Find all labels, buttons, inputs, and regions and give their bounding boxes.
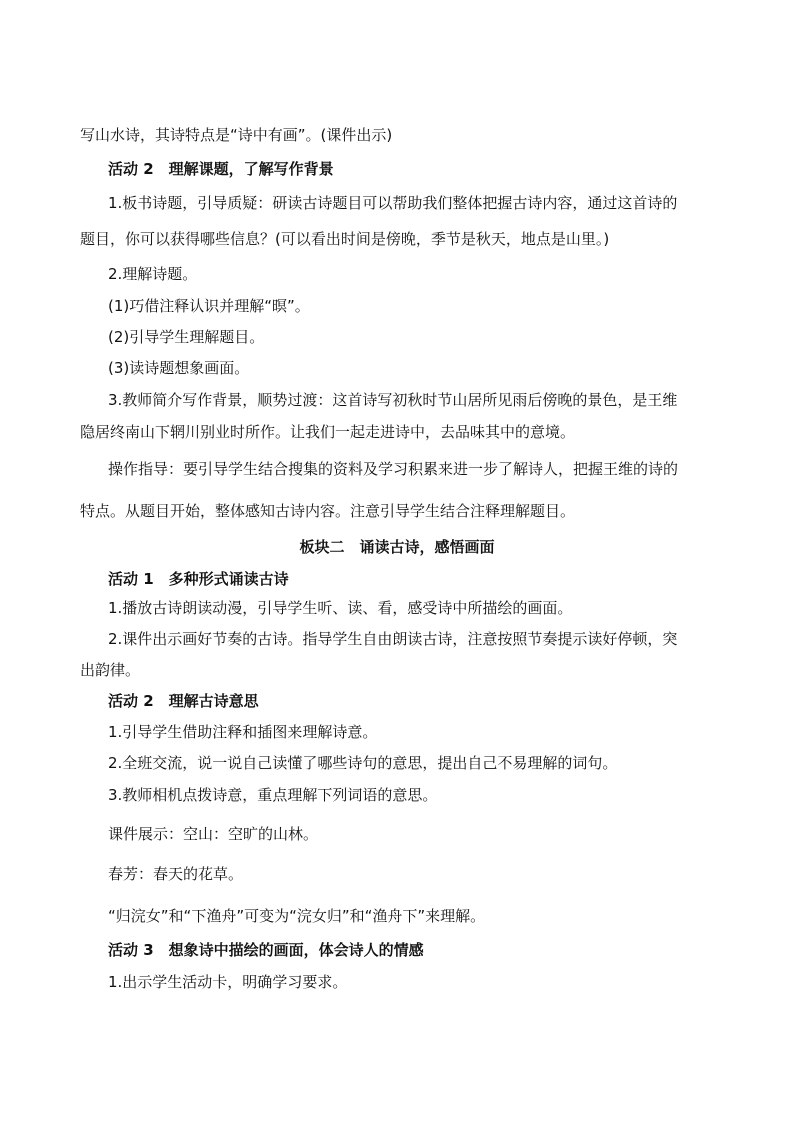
paragraph-line: 1.板书诗题，引导质疑：研读古诗题目可以帮助我们整体把握古诗内容，通过这首诗的 bbox=[108, 194, 678, 212]
section-heading: 板块二 诵读古诗，感悟画面 bbox=[299, 538, 495, 556]
paragraph-line: (2)引导学生理解题目。 bbox=[108, 328, 265, 346]
paragraph-line: 2.理解诗题。 bbox=[108, 265, 198, 283]
paragraph-line: 2.全班交流，说一说自己读懂了哪些诗句的意思，提出自己不易理解的词句。 bbox=[108, 754, 618, 772]
activity-heading: 活动 2 理解古诗意思 bbox=[108, 692, 259, 710]
paragraph-line: (1)巧借注释认识并理解“暝”。 bbox=[108, 297, 310, 315]
paragraph-line: 春芳：春天的花草。 bbox=[108, 865, 244, 883]
paragraph-line: 2.课件出示画好节奏的古诗。指导学生自由朗读古诗，注意按照节奏提示读好停顿，突 bbox=[108, 630, 678, 648]
paragraph-line: 3.教师简介写作背景，顺势过渡：这首诗写初秋时节山居所见雨后傍晚的景色，是王维 bbox=[108, 391, 678, 409]
activity-heading: 活动 1 多种形式诵读古诗 bbox=[108, 570, 289, 588]
paragraph-line: 写山水诗，其诗特点是“诗中有画”。(课件出示) bbox=[80, 126, 393, 144]
paragraph-line: 题目，你可以获得哪些信息？(可以看出时间是傍晚，季节是秋天，地点是山里。) bbox=[80, 230, 610, 248]
paragraph-line: 1.播放古诗朗读动漫，引导学生听、读、看，感受诗中所描绘的画面。 bbox=[108, 599, 573, 617]
paragraph-line: 课件展示：空山：空旷的山林。 bbox=[108, 825, 319, 843]
paragraph-line: 出韵律。 bbox=[80, 661, 141, 679]
paragraph-line: 特点。从题目开始，整体感知古诗内容。注意引导学生结合注释理解题目。 bbox=[80, 502, 576, 520]
activity-heading: 活动 3 想象诗中描绘的画面，体会诗人的情感 bbox=[108, 941, 424, 959]
paragraph-line: (3)读诗题想象画面。 bbox=[108, 359, 250, 377]
paragraph-line: 隐居终南山下辋川别业时所作。让我们一起走进诗中，去品味其中的意境。 bbox=[80, 423, 576, 441]
paragraph-line: 1.引导学生借助注释和插图来理解诗意。 bbox=[108, 723, 378, 741]
paragraph-line: 1.出示学生活动卡，明确学习要求。 bbox=[108, 973, 348, 991]
paragraph-line: 3.教师相机点拨诗意，重点理解下列词语的意思。 bbox=[108, 786, 438, 804]
paragraph-line: “归浣女”和“下渔舟”可变为“浣女归”和“渔舟下”来理解。 bbox=[108, 907, 486, 925]
activity-heading: 活动 2 理解课题，了解写作背景 bbox=[108, 160, 334, 178]
guidance-line: 操作指导：要引导学生结合搜集的资料及学习积累来进一步了解诗人，把握王维的诗的 bbox=[108, 460, 679, 478]
